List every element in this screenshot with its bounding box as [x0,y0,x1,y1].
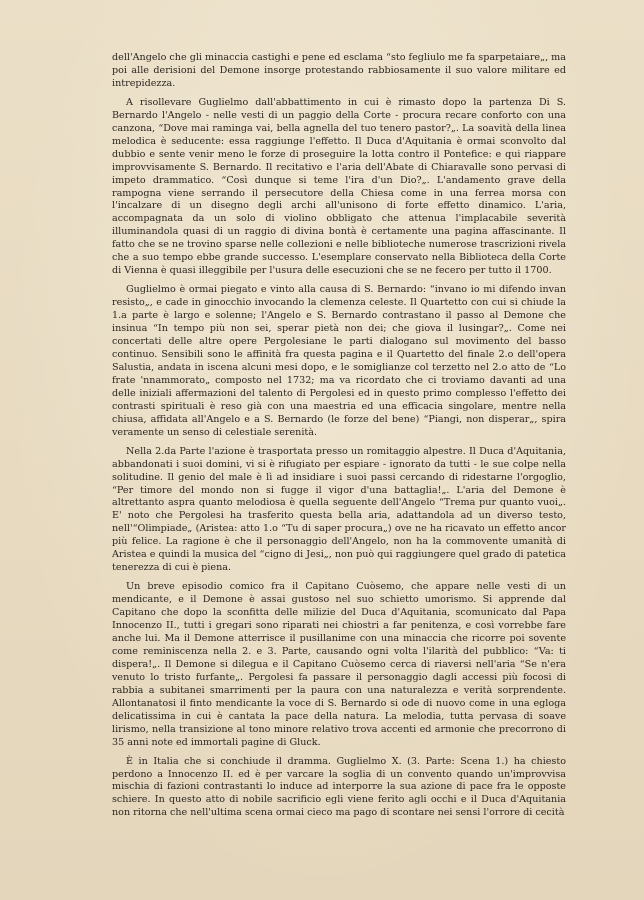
body-text [112,52,566,826]
paragraph-3: Guglielmo è ormai piegato e vinto alla causa di S. Bernardo: “invano io mi difendo invan resisto„, e cade in ginocchio invocando la clemenza celeste. Il Quartetto con cui si chiude la 1.a parte è largo e solenne; l'Angelo e S. Bernardo contrastano il passo al Demone che insinua “In tempo più non sei, sperar pietà non dei; che giova il lusingar?„. Come nei concertati delle altre opere Pergolesiane le parti dialogano sul movimento del basso continuo. Sensibili sono le affinità fra questa pagina e il Quartetto del finale 2.o dell'opera Salustia, andata in iscena alcuni mesi dopo, e le somiglianze col terzetto nel 2.o atto de “Lo frate 'nnammorato„ composto nel 1732; ma va ricordato che ci troviamo davanti ad una delle iniziali affermazioni del talento di Pergolesi ed in questo primo complesso l'effetto dei contrasti spirituali è reso già con una maestria ed una efficacia singolare, mentre nella chiusa, affidata all'Angelo e a S. Bernardo (le forze del bene) “Piangi, non disperar„, spira veramente un senso di celestiale serenità. [112,284,566,438]
paragraph-5: Un breve episodio comico fra il Capitano Cuòsemo, che appare nelle vesti di un mendicante, e il Demone è assai gustoso nel suo schietto umorismo. Si apprende dal Capitano che dopo la sconfitta delle milizie del Duca d'Aquitania, scomunicato dal Papa Innocenzo II., tutti i gregari sono riparati nei chiostri a far penitenza, e così vorrebbe fare anche lui. Ma il Demone atterrisce il pusillanime con una minaccia che ricorre poi sovente come reminiscenza nella 2. e 3. Parte, causando ogni volta l'ilarità del pubblico: “Va: ti dispera!„. Il Demone si dilegua e il Capitano Cuòsemo cerca di riaversi nell'aria “Se n'era venuto lo tristo furfante„. Pergolesi fa passare il personaggio dagli accessi più focosi di rabbia a subitanei smarrimenti per la paura con una naturalezza e verità sorprendente. Allontanatosi il finto mendicante la voce di S. Bernardo si ode di nuovo come in una egloga delicatissima in cui è cantata la pace della natura. La melodia, tutta pervasa di soave lirismo, nella transizione al tono minore relativo trova accenti ed armonie che precorrono di 35 anni note ed immortali pagine di Gluck. [112,581,566,748]
paragraph-2: A risollevare Guglielmo dall'abbattimento in cui è rimasto dopo la partenza Di S. Bernardo l'Angelo - nelle vesti di un paggio della Corte - procura recare conforto con una canzona, “Dove mai raminga vai, bella agnella del tuo tenero pastor?„. La soavità della linea melodica è seducente: essa raggiunge l'effetto. Il Duca d'Aquitania è ormai sconvolto dal dubbio e sente venir meno le forze di proseguire la lotta contro il Pontefice: e qui riappare improvvisamente S. Bernardo. Il recitativo e l'aria dell'Abate di Chiaravalle sono pervasi di impeto drammatico. “Così dunque si teme l'ira d'un Dio?„. L'andamento grave della rampogna viene serrando il persecutore della Chiesa come in una ferrea morsa con l'incalzare di un disegno degli archi all'unisono di forte effetto dinamico. L'aria, accompagnata da un solo di violino obbligato che attenua l'implacabile severità illuminandola quasi di un raggio di divina bontà è certamente una pagina affascinante. Il fatto che se ne trovino sparse nelle collezioni e nelle biblioteche numerose trascrizioni rivela che a suo tempo ebbe grande successo. L'esemplare conservato nella Biblioteca della Corte di Vienna è quasi illeggibile per l'usura delle esecuzioni che se ne fecero per tutto il 1700. [112,96,566,277]
paragraph-1: dell'Angelo che gli minaccia castighi e pene ed esclama “sto fegliulo me fa sparpetaiare„, ma poi alle derisioni del Demone insorge protestando rabbiosamente il suo valore militare ed intrepidezza. [112,52,566,89]
paragraph-4: Nella 2.da Parte l'azione è trasportata presso un romitaggio alpestre. Il Duca d'Aquitania, abbandonati i suoi domini, vi si è rifugiato per espiare - ignorato da tutti - le sue colpe nella solitudine. Il genio del male è lì ad insidiare i suoi passi cercando di ridestarne l'orgoglio, “Per timore del mondo non si fugge il vigor d'una battaglia!„. L'aria del Demone è altrettanto aspra quanto melodiosa è quella seguente dell'Angelo “Trema pur quanto vuoi„. E' noto che Pergolesi ha trasferito questa bella aria, adattandola ad un diverso testo, nell'“Olimpiade„ (Aristea: atto 1.o “Tu di saper procura„) ove ne ha ricavato un effetto ancor più felice. La ragione è che il personaggio dell'Angelo, non ha la commovente umanità di Aristea e quindi la musica del “cigno di Jesi„, non può qui raggiungere quel grado di patetica tenerezza di cui è piena. [112,445,566,574]
paragraph-6: È in Italia che si conchiude il dramma. Guglielmo X. (3. Parte: Scena 1.) ha chiesto perdono a Innocenzo II. ed è per varcare la soglia di un convento quando un'improvvisa mischia di fazioni contrastanti lo induce ad interporre la sua azione di pace fra le opposte schiere. In questo atto di nobile sacrificio egli viene ferito agli occhi e il Duca d'Aquitania non ritorna che nell'ultima scena ormai cieco ma pago di scontare nei sensi l'orrore di cecità [112,755,566,819]
